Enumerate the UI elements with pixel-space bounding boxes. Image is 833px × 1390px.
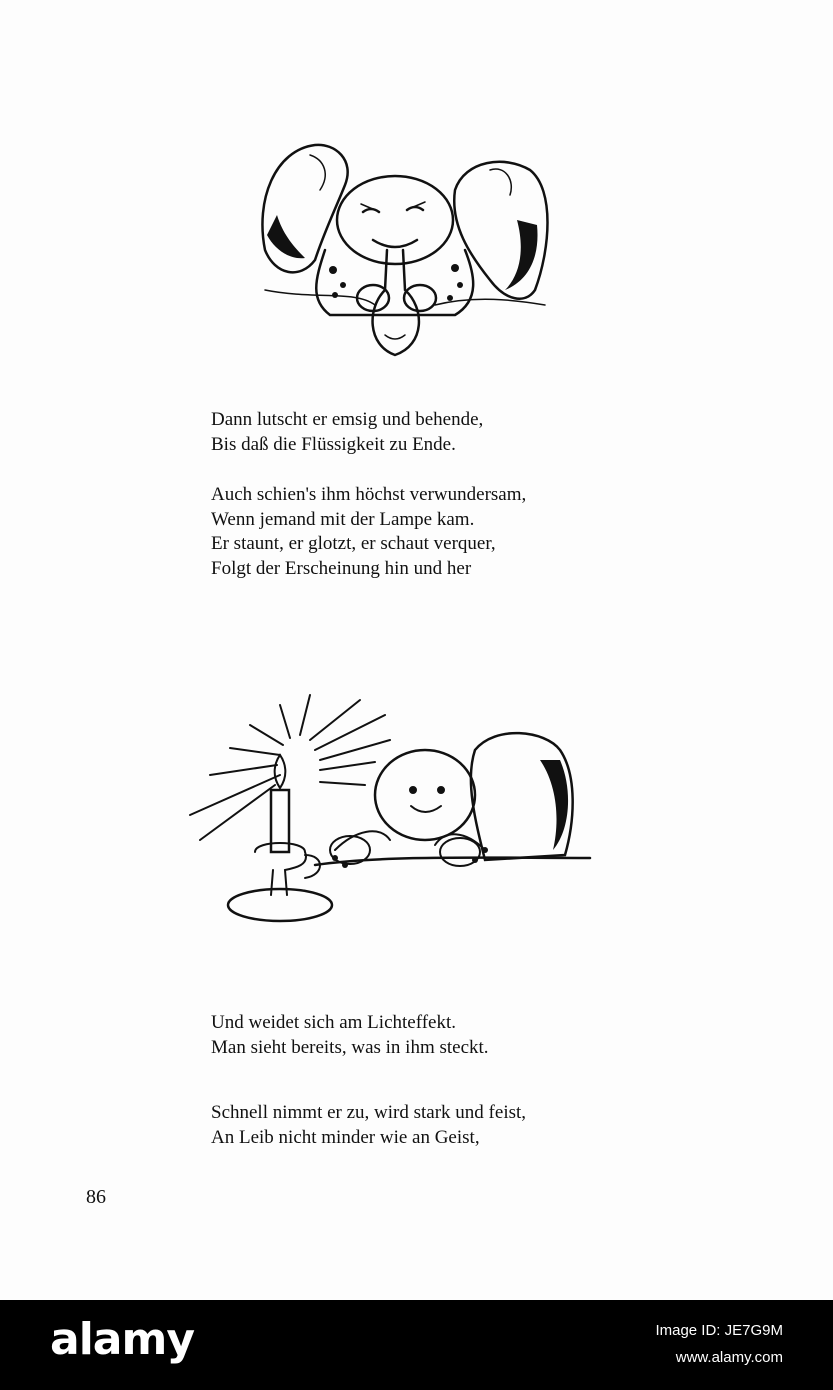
verse-line: Folgt der Erscheinung hin und her [211, 557, 472, 579]
stanza-1 [211, 408, 631, 457]
image-id-label: Image ID: JE7G9M [655, 1322, 783, 1339]
stock-watermark-banner [0, 1300, 833, 1390]
stanza-3 [211, 1011, 631, 1060]
verse-line: Auch schien's ihm höchst verwundersam, [211, 484, 527, 505]
page-number: 86 [86, 1186, 106, 1208]
baby-drinking-from-bottle-illustration [255, 140, 555, 365]
verse-line: Er staunt, er glotzt, er schaut verquer, [211, 533, 496, 554]
verse-line: Und weidet sich am Lichteffekt. [211, 1012, 456, 1033]
verse-line: Dann lutscht er emsig und behende, [211, 409, 484, 430]
verse-line: Wenn jemand mit der Lampe kam. [211, 508, 475, 530]
verse-line: Man sieht bereits, was in ihm steckt. [211, 1036, 489, 1058]
alamy-logo: alamy [50, 1314, 194, 1365]
site-url: www.alamy.com [675, 1349, 783, 1366]
stanza-4 [211, 1101, 631, 1150]
verse-line: Bis daß die Flüssigkeit zu Ende. [211, 433, 456, 455]
baby-looking-at-candle-illustration [185, 690, 595, 935]
verse-line: Schnell nimmt er zu, wird stark und feist, [211, 1102, 527, 1123]
verse-line: An Leib nicht minder wie an Geist, [211, 1126, 480, 1148]
stanza-2 [211, 483, 631, 581]
